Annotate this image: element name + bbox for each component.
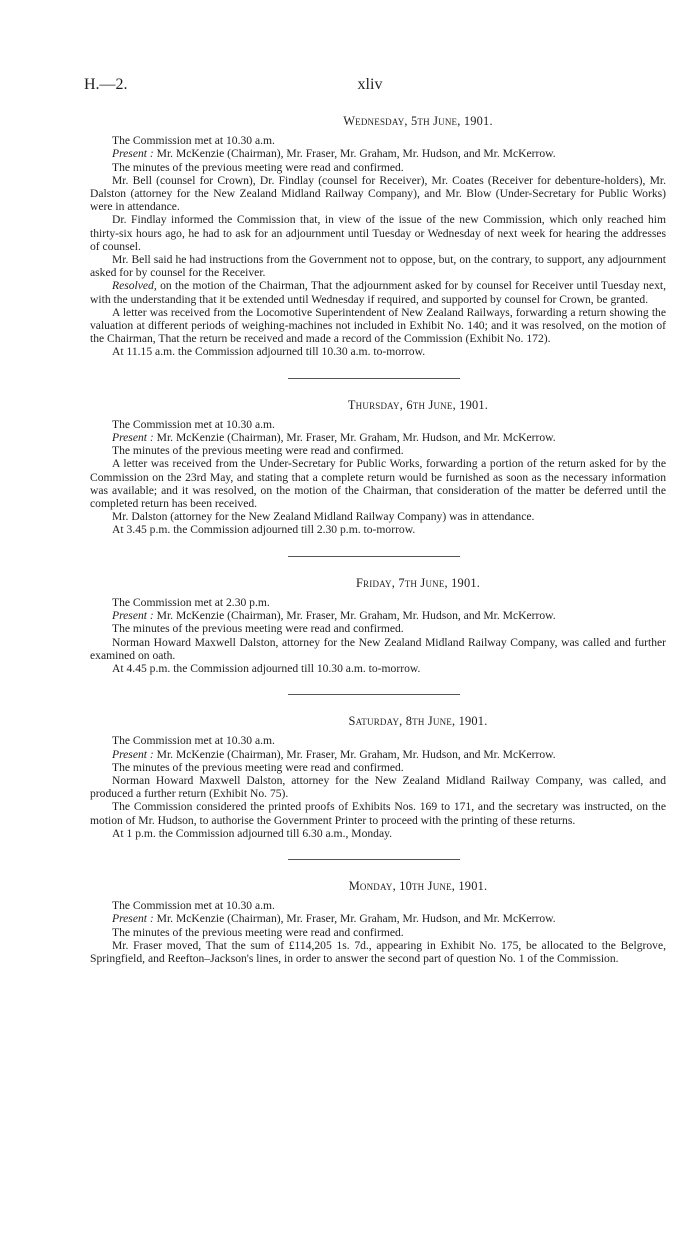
minute-paragraph (90, 800, 666, 826)
day-heading-weekday: Friday, (355, 575, 396, 590)
day-heading-weekday: Monday, (348, 878, 396, 893)
paragraph-text: At 11.15 a.m. the Commission adjourned till 10.30 a.m. to-morrow. (112, 345, 426, 359)
minute-paragraph (90, 912, 666, 925)
minute-paragraph (90, 457, 666, 510)
minute-paragraph (90, 134, 666, 147)
day-heading-weekday: Wednesday, (343, 114, 408, 128)
day-heading (90, 399, 666, 412)
section-divider (288, 694, 460, 695)
section-divider (288, 859, 460, 860)
paragraph-text: The Commission met at 10.30 a.m. (112, 417, 275, 431)
paragraph-text: At 1 p.m. the Commission adjourned till 6.30 a.m., Monday. (112, 826, 393, 840)
minutes-column (90, 115, 666, 965)
paragraph-text: Mr. Dalston (attorney for the New Zealand Midland Railway Company) was in attendance. (112, 510, 535, 524)
paragraph-text: Dr. Findlay informed the Commission that, in view of the issue of the new Commission, which only reached him thirty-six hours ago, he had to ask for an adjournment until Tuesday or Wednesday of next week for hearing the addresses of counsel. (90, 213, 666, 253)
paragraph-text: Norman Howard Maxwell Dalston, attorney for the New Zealand Midland Railway Company, was called, and produced a further return (Exhibit No. 75). (90, 773, 666, 801)
paragraph-lead: Present : (112, 912, 154, 926)
day-heading-date: 10th June, (399, 878, 456, 893)
page-reference: H.—2. (84, 76, 128, 93)
paragraph-text: The Commission met at 10.30 a.m. (112, 134, 275, 148)
paragraph-text: Mr. McKenzie (Chairman), Mr. Fraser, Mr. Graham, Mr. Hudson, and Mr. McKerrow. (153, 609, 556, 623)
paragraph-text: A letter was received from the Under-Secretary for Public Works, forwarding a portion of the return asked for by the Commission on the 23rd May, and stating that a complete return would be furnished as soon as the necessary information was available; and it was resolved, on the motion of the Chairman, that consideration of the matter be deferred until the completed return has been received. (90, 457, 666, 511)
minute-paragraph (90, 926, 666, 939)
paragraph-text: The Commission met at 10.30 a.m. (112, 734, 275, 748)
minute-paragraph (90, 596, 666, 609)
minute-paragraph (90, 774, 666, 800)
minute-paragraph (90, 279, 666, 305)
minute-paragraph (90, 636, 666, 662)
paragraph-text: A letter was received from the Locomotive Superintendent of New Zealand Railways, forwarding a return showing the valuation at different periods of weighing-machines not included in Exhibit No. 140; and it was resolved, on the motion of the Chairman, That the return be received and made a record of the Commission (Exhibit No. 172). (90, 305, 666, 346)
minute-paragraph (90, 174, 666, 214)
minute-paragraph (90, 444, 666, 457)
day-heading-date: 8th June, (405, 714, 456, 729)
minute-paragraph (90, 761, 666, 774)
minute-paragraph (90, 827, 666, 840)
paragraph-text: The minutes of the previous meeting were read and confirmed. (112, 160, 404, 174)
paragraph-lead: Present : (112, 747, 154, 761)
paragraph-text: Mr. McKenzie (Chairman), Mr. Fraser, Mr. Graham, Mr. Hudson, and Mr. McKerrow. (153, 747, 556, 761)
paragraph-text: Mr. Fraser moved, That the sum of £114,205 1s. 7d., appearing in Exhibit No. 175, be allocated to the Belgrove, Springfield, and Reefton–Jackson's lines, in order to answer the second part of question No. 1 of the Commission. (90, 938, 666, 965)
minute-paragraph (90, 622, 666, 635)
paragraph-lead: Present : (112, 431, 154, 445)
day-section (90, 715, 666, 840)
paragraph-text: The minutes of the previous meeting were read and confirmed. (112, 925, 404, 939)
paragraph-text: The Commission considered the printed proofs of Exhibits Nos. 169 to 171, and the secretary was instructed, on the motion of Mr. Hudson, to authorise the Government Printer to proceed with the printing of these returns. (90, 800, 666, 827)
minute-paragraph (90, 253, 666, 279)
day-section (90, 880, 666, 965)
paragraph-text: At 4.45 p.m. the Commission adjourned till 10.30 a.m. to-morrow. (112, 661, 421, 675)
minute-paragraph (90, 306, 666, 346)
paragraph-lead: Resolved, (112, 279, 157, 293)
minute-paragraph (90, 161, 666, 174)
paragraph-lead: Present : (112, 147, 154, 161)
day-heading-year: 1901. (451, 575, 481, 590)
minute-paragraph (90, 147, 666, 160)
paragraph-text: Mr. Bell (counsel for Crown), Dr. Findlay (counsel for Receiver), Mr. Coates (Receiver for debenture-holders), Mr. Dalston (attorney for the New Zealand Midland Railway Company), and Mr. Blow (Under-Secretary for Public Works) were in attendance. (90, 173, 666, 214)
paragraph-text: Mr. McKenzie (Chairman), Mr. Fraser, Mr. Graham, Mr. Hudson, and Mr. McKerrow. (153, 147, 556, 161)
minute-paragraph (90, 734, 666, 747)
minute-paragraph (90, 899, 666, 912)
paragraph-text: The minutes of the previous meeting were read and confirmed. (112, 622, 404, 636)
day-section (90, 115, 666, 359)
section-divider (288, 378, 460, 379)
paragraph-text: Mr. Bell said he had instructions from the Government not to oppose, but, on the contrary, to support, any adjournment asked for by counsel for the Receiver. (90, 253, 666, 280)
day-heading-date: 7th June, (398, 575, 448, 590)
paragraph-text: The minutes of the previous meeting were read and confirmed. (112, 444, 404, 458)
minute-paragraph (90, 345, 666, 358)
minute-paragraph (90, 523, 666, 536)
minute-paragraph (90, 431, 666, 444)
page-header (0, 78, 700, 98)
day-heading-year: 1901. (458, 714, 488, 729)
minute-paragraph (90, 510, 666, 523)
day-heading-year: 1901. (458, 878, 488, 893)
minute-paragraph (90, 213, 666, 253)
day-heading-date: 6th June, (406, 397, 456, 412)
page-number: xliv (357, 76, 383, 93)
paragraph-text: Mr. McKenzie (Chairman), Mr. Fraser, Mr. Graham, Mr. Hudson, and Mr. McKerrow. (153, 431, 556, 445)
day-heading (90, 715, 666, 728)
day-heading (90, 115, 666, 128)
minute-paragraph (90, 609, 666, 622)
day-heading-year: 1901. (459, 397, 489, 412)
paragraph-text: on the motion of the Chairman, That the adjournment asked for by counsel for Receiver until Tuesday next, with the understanding that it be extended until Wednesday if required, and supported by counsel for Crown, be granted. (90, 279, 666, 306)
minute-paragraph (90, 939, 666, 965)
paragraph-lead: Present : (112, 609, 154, 623)
section-divider (288, 556, 460, 557)
day-heading-date: 5th June, (411, 114, 461, 128)
day-heading-year: 1901. (463, 114, 493, 128)
paragraph-text: Mr. McKenzie (Chairman), Mr. Fraser, Mr. Graham, Mr. Hudson, and Mr. McKerrow. (153, 912, 556, 926)
day-heading-weekday: Saturday, (348, 714, 403, 729)
minute-paragraph (90, 748, 666, 761)
minute-paragraph (90, 662, 666, 675)
day-heading-weekday: Thursday, (347, 397, 404, 412)
paragraph-text: At 3.45 p.m. the Commission adjourned till 2.30 p.m. to-morrow. (112, 523, 416, 537)
paragraph-text: Norman Howard Maxwell Dalston, attorney for the New Zealand Midland Railway Company, was called and further examined on oath. (90, 635, 666, 662)
paragraph-text: The minutes of the previous meeting were read and confirmed. (112, 760, 404, 774)
minute-paragraph (90, 418, 666, 431)
paragraph-text: The Commission met at 2.30 p.m. (112, 595, 270, 609)
paragraph-text: The Commission met at 10.30 a.m. (112, 899, 275, 913)
day-section (90, 577, 666, 675)
day-section (90, 399, 666, 537)
day-heading (90, 577, 666, 590)
day-heading (90, 880, 666, 893)
